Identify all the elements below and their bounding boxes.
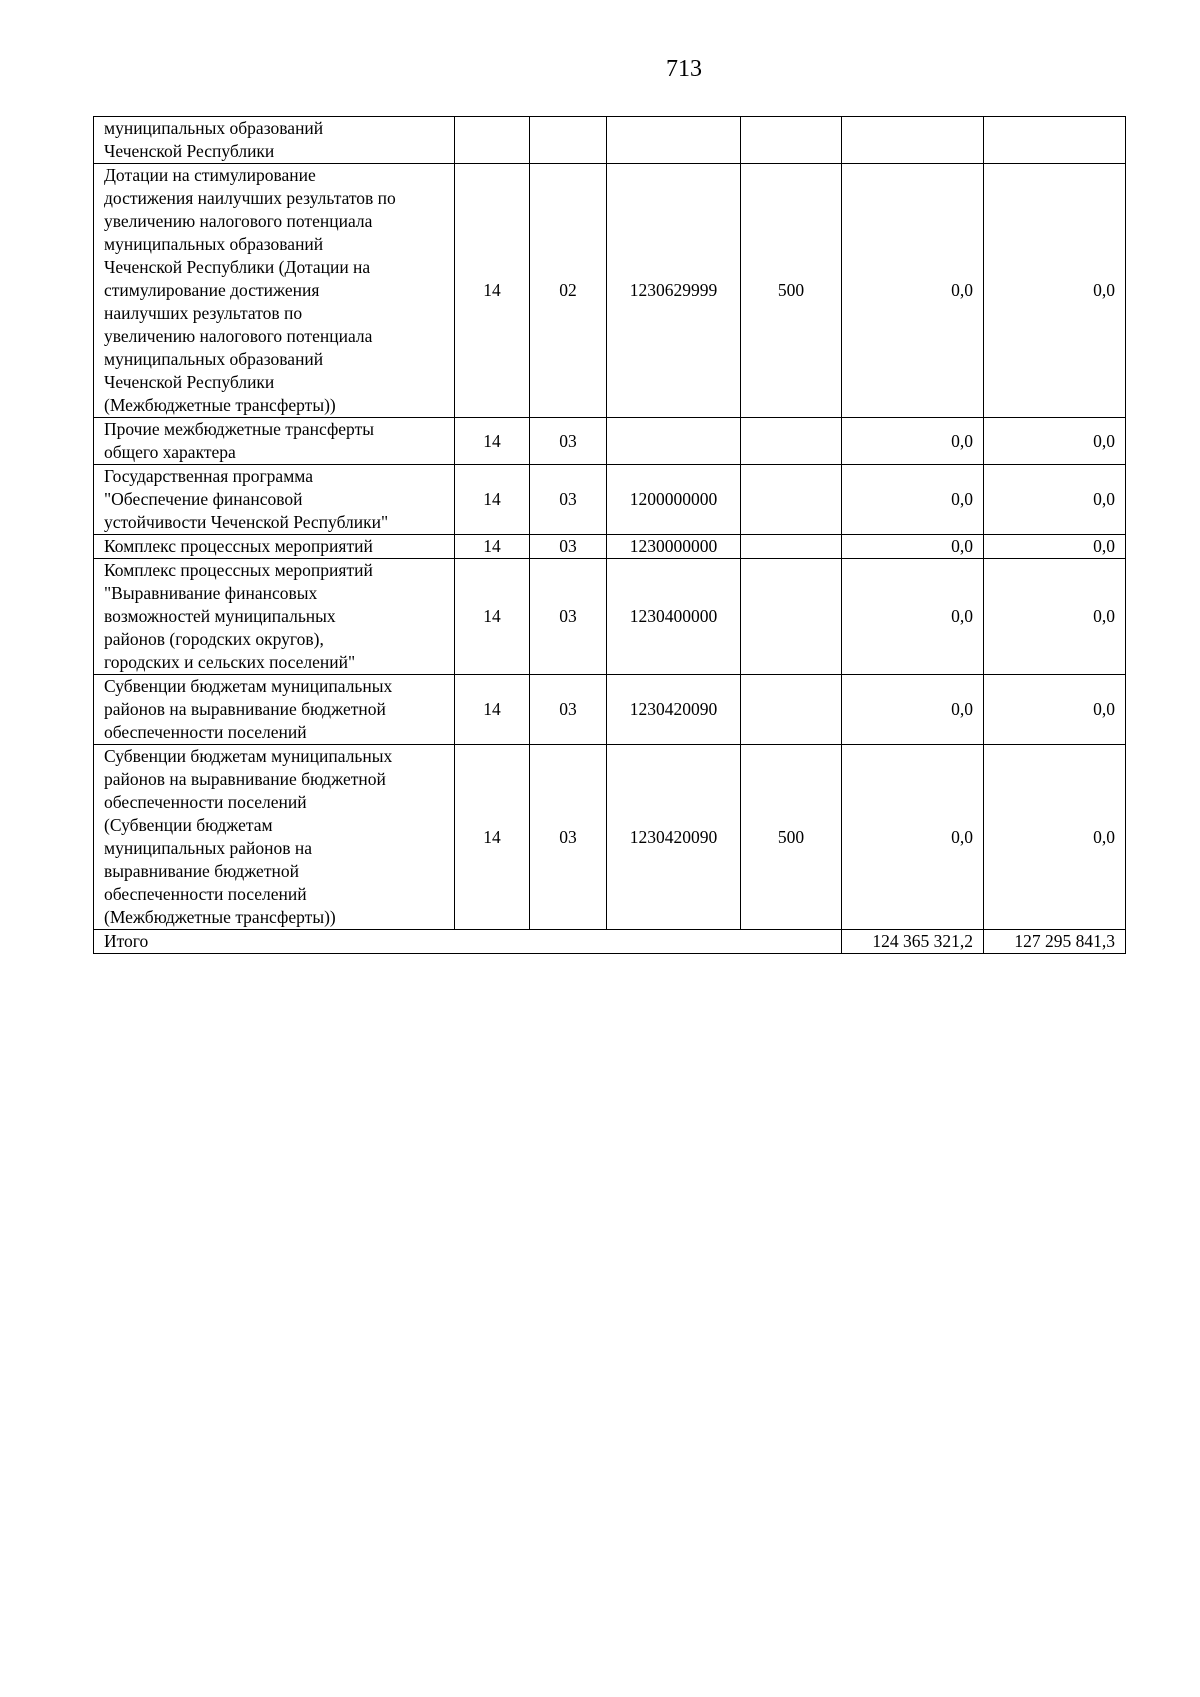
row-name — [94, 465, 455, 535]
row-sum-year-1: 0,0 — [842, 559, 984, 675]
row-expense-type — [741, 535, 842, 559]
row-sum-year-2: 0,0 — [984, 418, 1126, 465]
table-row — [94, 535, 1126, 559]
budget-table — [93, 116, 1126, 954]
row-name-line: "Выравнивание финансовых — [104, 583, 318, 603]
row-name-line: увеличению налогового потенциала — [104, 326, 373, 346]
row-target-article: 1230629999 — [607, 164, 741, 418]
row-name-line: обеспеченности поселений — [104, 884, 307, 904]
row-sum-year-1 — [842, 117, 984, 164]
row-name-line: Комплекс процессных мероприятий — [104, 536, 373, 556]
row-name-line: муниципальных образований — [104, 118, 324, 138]
row-name-line: Чеченской Республики — [104, 372, 275, 392]
row-sum-year-2: 0,0 — [984, 559, 1126, 675]
row-name-line: муниципальных районов на — [104, 838, 313, 858]
row-expense-type — [741, 465, 842, 535]
table-row — [94, 117, 1126, 164]
row-name-line: стимулирование достижения — [104, 280, 320, 300]
table-row — [94, 465, 1126, 535]
row-name-line: общего характера — [104, 442, 236, 462]
row-section: 14 — [455, 535, 530, 559]
row-target-article — [607, 117, 741, 164]
row-name — [94, 164, 455, 418]
row-sum-year-2: 0,0 — [984, 535, 1126, 559]
row-name-line: районов на выравнивание бюджетной — [104, 769, 386, 789]
row-expense-type: 500 — [741, 745, 842, 930]
row-sum-year-1: 0,0 — [842, 535, 984, 559]
table-row — [94, 675, 1126, 745]
row-name-line: Субвенции бюджетам муниципальных — [104, 676, 393, 696]
table-row — [94, 559, 1126, 675]
row-expense-type: 500 — [741, 164, 842, 418]
row-expense-type — [741, 418, 842, 465]
total-sum-year-1: 124 365 321,2 — [842, 930, 984, 954]
row-name — [94, 675, 455, 745]
row-section: 14 — [455, 559, 530, 675]
row-sum-year-1: 0,0 — [842, 164, 984, 418]
row-name-line: устойчивости Чеченской Республики" — [104, 512, 389, 532]
row-sum-year-2: 0,0 — [984, 164, 1126, 418]
row-sum-year-1: 0,0 — [842, 465, 984, 535]
row-name — [94, 745, 455, 930]
row-name-line: обеспеченности поселений — [104, 722, 307, 742]
total-label: Итого — [94, 930, 842, 954]
row-target-article: 1230420090 — [607, 675, 741, 745]
row-name-line: выравнивание бюджетной — [104, 861, 299, 881]
page-number: 713 — [666, 56, 702, 82]
row-subsection: 02 — [530, 164, 607, 418]
row-name-line: "Обеспечение финансовой — [104, 489, 303, 509]
row-sum-year-1: 0,0 — [842, 675, 984, 745]
table-row — [94, 418, 1126, 465]
row-target-article — [607, 418, 741, 465]
row-subsection: 03 — [530, 745, 607, 930]
row-sum-year-2: 0,0 — [984, 745, 1126, 930]
row-expense-type — [741, 117, 842, 164]
table-row — [94, 745, 1126, 930]
row-section: 14 — [455, 164, 530, 418]
row-name-line: Комплекс процессных мероприятий — [104, 560, 373, 580]
total-row — [94, 930, 1126, 954]
row-name-line: (Межбюджетные трансферты)) — [104, 395, 336, 415]
row-sum-year-2 — [984, 117, 1126, 164]
row-name-line: наилучших результатов по — [104, 303, 303, 323]
row-name-line: районов (городских округов), — [104, 629, 324, 649]
row-name-line: районов на выравнивание бюджетной — [104, 699, 386, 719]
row-name-line: возможностей муниципальных — [104, 606, 336, 626]
row-section: 14 — [455, 418, 530, 465]
table-row — [94, 164, 1126, 418]
row-subsection: 03 — [530, 418, 607, 465]
row-sum-year-1: 0,0 — [842, 418, 984, 465]
row-name-line: (Субвенции бюджетам — [104, 815, 273, 835]
row-name — [94, 559, 455, 675]
row-name-line: достижения наилучших результатов по — [104, 188, 396, 208]
row-name-line: городских и сельских поселений" — [104, 652, 356, 672]
row-subsection — [530, 117, 607, 164]
row-sum-year-2: 0,0 — [984, 465, 1126, 535]
row-name-line: муниципальных образований — [104, 349, 324, 369]
row-name-line: (Межбюджетные трансферты)) — [104, 907, 336, 927]
row-target-article: 1230000000 — [607, 535, 741, 559]
row-name-line: Субвенции бюджетам муниципальных — [104, 746, 393, 766]
row-name — [94, 535, 455, 559]
total-sum-year-2: 127 295 841,3 — [984, 930, 1126, 954]
row-section: 14 — [455, 465, 530, 535]
row-name-line: обеспеченности поселений — [104, 792, 307, 812]
row-section — [455, 117, 530, 164]
row-target-article: 1200000000 — [607, 465, 741, 535]
row-sum-year-1: 0,0 — [842, 745, 984, 930]
row-subsection: 03 — [530, 675, 607, 745]
row-section: 14 — [455, 675, 530, 745]
row-target-article: 1230420090 — [607, 745, 741, 930]
row-name-line: муниципальных образований — [104, 234, 324, 254]
row-name — [94, 117, 455, 164]
row-target-article: 1230400000 — [607, 559, 741, 675]
row-name-line: Чеченской Республики (Дотации на — [104, 257, 371, 277]
row-name — [94, 418, 455, 465]
row-name-line: увеличению налогового потенциала — [104, 211, 373, 231]
row-name-line: Прочие межбюджетные трансферты — [104, 419, 374, 439]
row-subsection: 03 — [530, 465, 607, 535]
row-name-line: Государственная программа — [104, 466, 313, 486]
row-expense-type — [741, 559, 842, 675]
row-subsection: 03 — [530, 559, 607, 675]
row-section: 14 — [455, 745, 530, 930]
row-expense-type — [741, 675, 842, 745]
row-subsection: 03 — [530, 535, 607, 559]
row-sum-year-2: 0,0 — [984, 675, 1126, 745]
row-name-line: Дотации на стимулирование — [104, 165, 316, 185]
row-name-line: Чеченской Республики — [104, 141, 275, 161]
